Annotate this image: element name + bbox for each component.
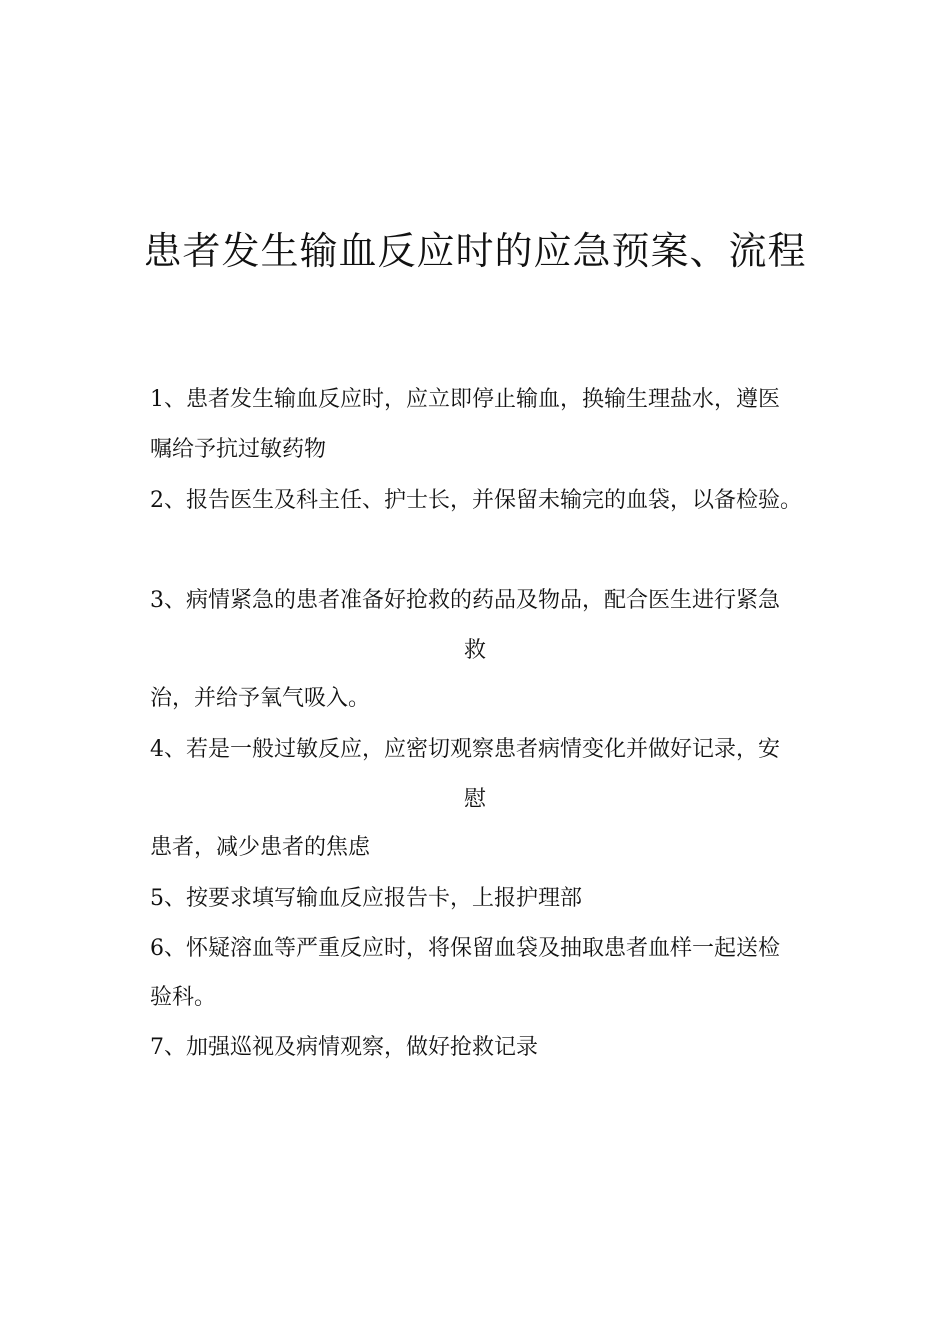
paragraph-2: 2、报告医生及科主任、护士长，并保留未输完的血袋，以备检验。 bbox=[150, 488, 802, 513]
paragraph-6-line-2: 验科。 bbox=[150, 985, 217, 1010]
paragraph-5: 5、按要求填写输血反应报告卡，上报护理部 bbox=[150, 886, 582, 911]
paragraph-7: 7、加强巡视及病情观察，做好抢救记录 bbox=[150, 1035, 538, 1060]
paragraph-6-line-1: 6、怀疑溶血等严重反应时，将保留血袋及抽取患者血样一起送检 bbox=[150, 936, 780, 961]
paragraph-3-line-2: 救 bbox=[463, 638, 486, 663]
paragraph-1-line-1: 1、患者发生输血反应时，应立即停止输血，换输生理盐水，遵医 bbox=[150, 387, 780, 412]
paragraph-3-line-3: 治，并给予氧气吸入。 bbox=[150, 686, 371, 711]
paragraph-1-line-2: 嘱给予抗过敏药物 bbox=[150, 437, 327, 462]
paragraph-3-line-1: 3、病情紧急的患者准备好抢救的药品及物品，配合医生进行紧急 bbox=[150, 588, 780, 613]
document-title: 患者发生输血反应时的应急预案、流程 bbox=[143, 229, 807, 273]
paragraph-4-line-3: 患者，减少患者的焦虑 bbox=[150, 835, 371, 860]
paragraph-4-line-1: 4、若是一般过敏反应，应密切观察患者病情变化并做好记录，安 bbox=[150, 737, 780, 762]
paragraph-4-line-2: 慰 bbox=[463, 787, 486, 812]
